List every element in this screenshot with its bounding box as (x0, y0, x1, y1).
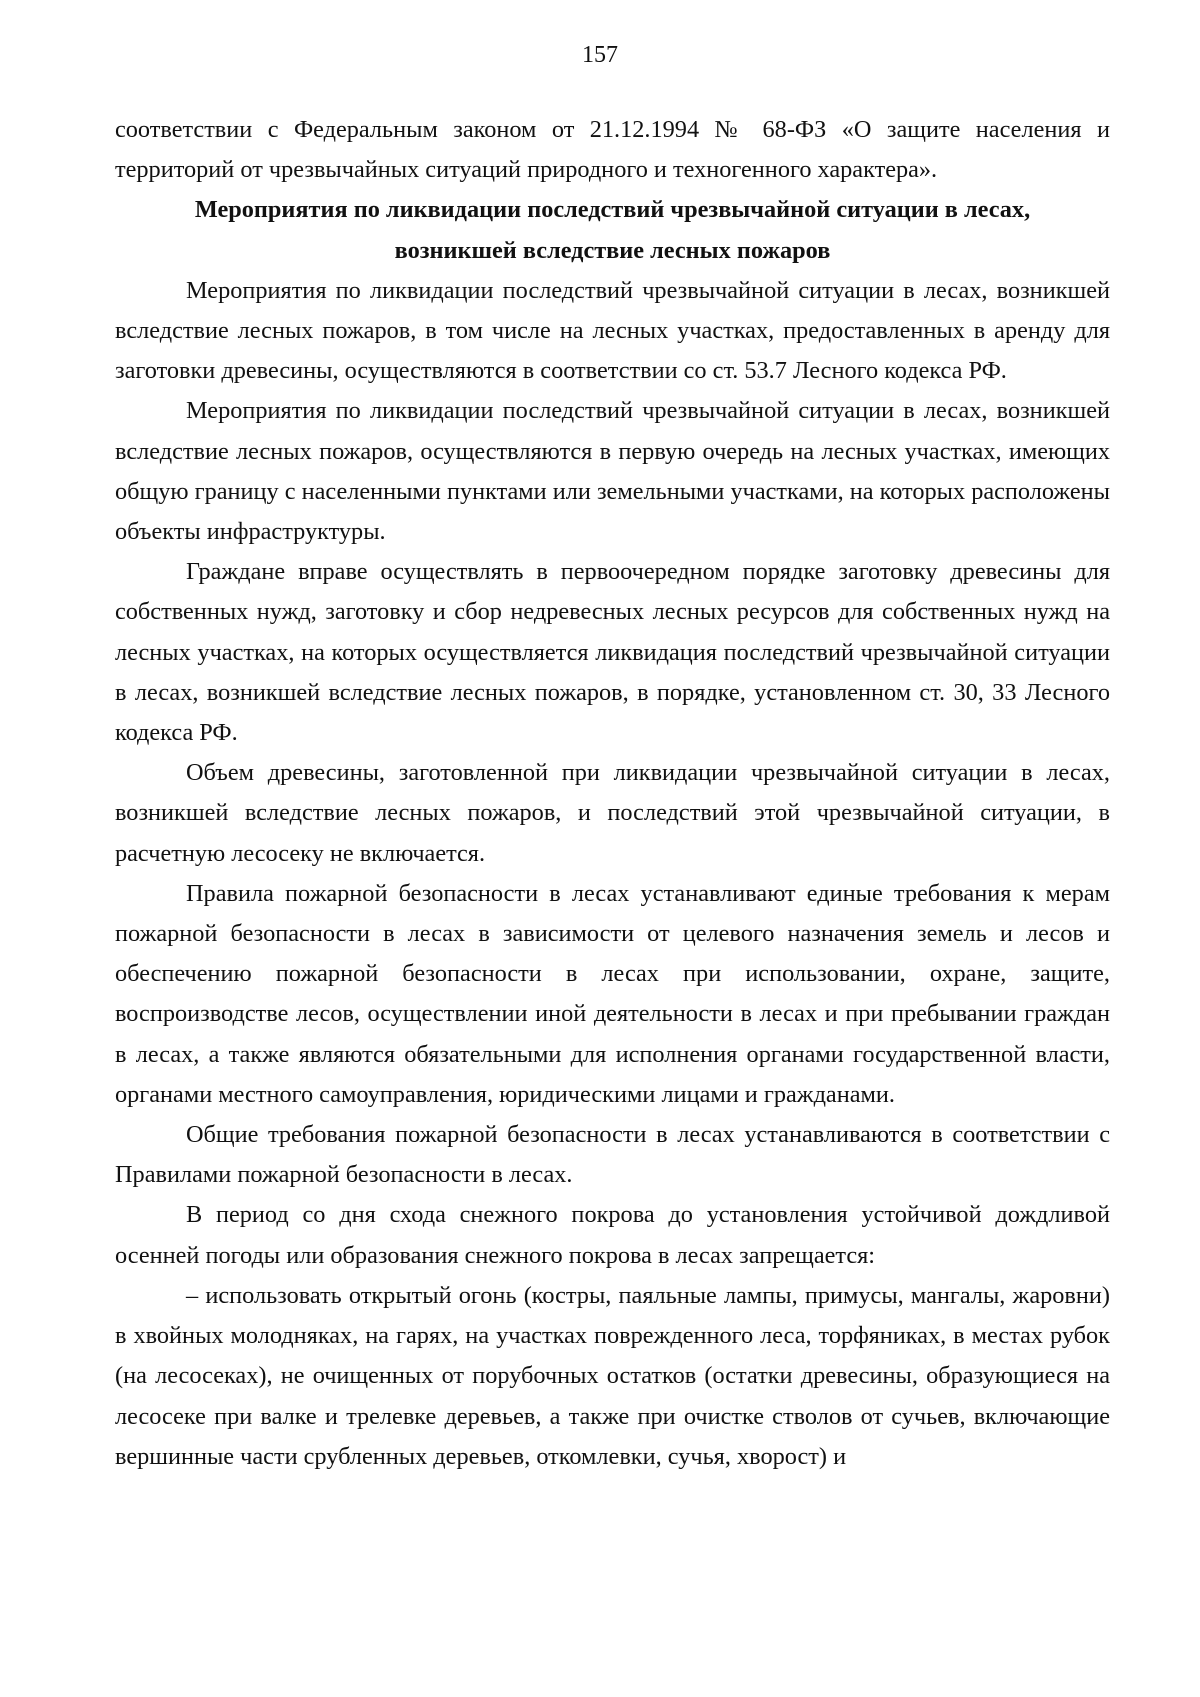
paragraph: Объем древесины, заготовленной при ликвидации чрезвычайной ситуации в лесах, возникшей вследствие лесных пожаров, и последствий этой чрезвычайной ситуации, в расчетную лесосеку не включается. (115, 759, 1110, 867)
paragraph: В период со дня схода снежного покрова до установления устойчивой дождливой осенней погоды или образования снежного покрова в лесах запрещается: (115, 1201, 1110, 1269)
page-number: 157 (582, 42, 618, 68)
paragraph: Мероприятия по ликвидации последствий чрезвычайной ситуации в лесах, возникшей вследствие лесных пожаров, осуществляются в первую очередь на лесных участках, имеющих общую границу с населенными пунктами или земельными участками, на которых расположены объекты инфраструктуры. (115, 397, 1110, 546)
paragraph: Правила пожарной безопасности в лесах устанавливают единые требования к мерам пожарной безопасности в лесах в зависимости от целевого назначения земель и лесов и обеспечению пожарной безопасности в лесах при использовании, охране, защите, воспроизводстве лесов, осуществлении иной деятельности в лесах и при пребывании граждан в лесах, а также являются обязательными для исполнения органами государственной власти, органами местного самоуправления, юридическими лицами и гражданами. (115, 879, 1110, 1108)
list-item: – использовать открытый огонь (костры, паяльные лампы, примусы, мангалы, жаровни) в хвойных молодняках, на гарях, на участках поврежденного леса, торфяниках, в местах рубок (на лесосеках), не очищенных от порубочных остатков (остатки древесины, образующиеся на лесосеке при валке и трелевке деревьев, а также при очистке стволов от сучьев, включающие вершинные части срубленных деревьев, откомлевки, сучья, хворост) и (115, 1281, 1110, 1470)
paragraph-continuation: соответствии с Федеральным законом от 21.12.1994 № 68-ФЗ «О защите населения и территорий от чрезвычайных ситуаций природного и техногенного характера». (115, 116, 1110, 184)
paragraph: Мероприятия по ликвидации последствий чрезвычайной ситуации в лесах, возникшей вследствие лесных пожаров, в том числе на лесных участках, предоставленных в аренду для заготовки древесины, осуществляются в соответствии со ст. 53.7 Лесного кодекса РФ. (115, 276, 1110, 385)
section-heading: Мероприятия по ликвидации последствий чрезвычайной ситуации в лесах, возникшей вследствие лесных пожаров (194, 196, 1031, 264)
paragraph: Общие требования пожарной безопасности в лесах устанавливаются в соответствии с Правилами пожарной безопасности в лесах. (115, 1121, 1110, 1189)
document-body (115, 110, 1110, 1477)
paragraph: Граждане вправе осуществлять в первоочередном порядке заготовку древесины для собственных нужд, заготовку и сбор недревесных лесных ресурсов для собственных нужд на лесных участках, на которых осуществляется ликвидация последствий чрезвычайной ситуации в лесах, возникшей вследствие лесных пожаров, в порядке, установленном ст. 30, 33 Лесного кодекса РФ. (115, 558, 1110, 747)
